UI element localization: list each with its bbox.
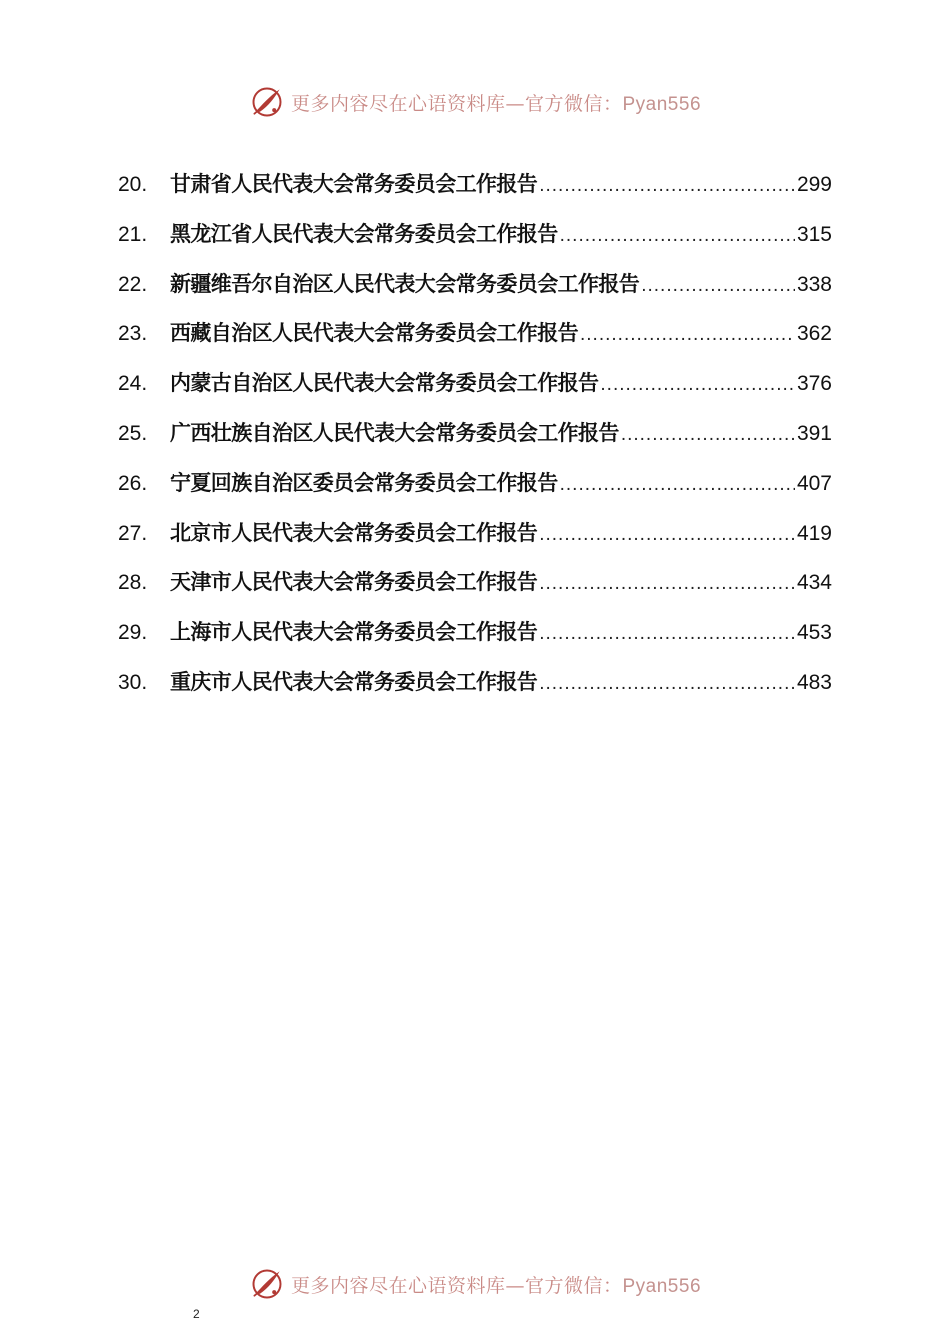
toc-entry-page-number: 434 bbox=[796, 571, 832, 595]
toc-entry-number: 25. bbox=[118, 421, 148, 445]
toc-dot-leader bbox=[560, 474, 795, 496]
toc-dot-leader bbox=[580, 324, 795, 346]
footer-banner bbox=[0, 1266, 950, 1302]
toc-dot-leader bbox=[539, 524, 795, 546]
toc-entry[interactable] bbox=[118, 268, 832, 318]
toc-entry-number: 20. bbox=[118, 173, 148, 196]
toc-entry-number: 24. bbox=[118, 372, 148, 396]
toc-entry-title: 内蒙古自治区人民代表大会常务委员会工作报告 bbox=[170, 370, 599, 396]
footer-banner-text: 更多内容尽在心语资料库—官方微信：Pyan556 bbox=[290, 1274, 702, 1297]
table-of-contents bbox=[118, 168, 832, 716]
toc-entry[interactable] bbox=[118, 218, 832, 268]
toc-entry-number: 29. bbox=[118, 621, 148, 645]
toc-entry[interactable] bbox=[118, 317, 832, 367]
toc-entry-title: 新疆维吾尔自治区人民代表大会常务委员会工作报告 bbox=[170, 270, 640, 296]
toc-entry-title: 黑龙江省人民代表大会常务委员会工作报告 bbox=[170, 220, 558, 246]
toc-entry-title: 宁夏回族自治区委员会常务委员会工作报告 bbox=[170, 469, 558, 495]
toc-dot-leader bbox=[641, 275, 795, 297]
toc-entry-number: 30. bbox=[118, 670, 148, 694]
toc-entry-page-number: 315 bbox=[796, 222, 832, 246]
toc-dot-leader bbox=[621, 424, 795, 446]
toc-entry[interactable] bbox=[118, 417, 832, 467]
toc-dot-leader bbox=[539, 673, 795, 695]
toc-entry-page-number: 376 bbox=[796, 372, 832, 396]
toc-entry-page-number: 338 bbox=[796, 272, 832, 296]
toc-entry[interactable] bbox=[118, 616, 832, 666]
toc-entry-page-number: 362 bbox=[796, 322, 832, 346]
toc-entry-number: 22. bbox=[118, 272, 148, 296]
toc-entry-page-number: 391 bbox=[796, 421, 832, 445]
toc-entry-page-number: 483 bbox=[796, 670, 832, 694]
toc-entry-title: 天津市人民代表大会常务委员会工作报告 bbox=[170, 569, 538, 595]
toc-dot-leader bbox=[600, 374, 795, 396]
toc-entry-page-number: 453 bbox=[796, 621, 832, 645]
toc-entry[interactable] bbox=[118, 367, 832, 417]
toc-entry-page-number: 407 bbox=[796, 471, 832, 495]
toc-entry[interactable] bbox=[118, 467, 832, 517]
toc-entry-page-number: 299 bbox=[796, 173, 832, 196]
toc-entry-number: 26. bbox=[118, 471, 148, 495]
toc-dot-leader bbox=[539, 175, 795, 197]
header-banner bbox=[0, 84, 950, 120]
toc-entry-title: 西藏自治区人民代表大会常务委员会工作报告 bbox=[170, 320, 578, 346]
toc-entry-title: 北京市人民代表大会常务委员会工作报告 bbox=[170, 519, 538, 545]
toc-dot-leader bbox=[539, 573, 795, 595]
toc-entry[interactable] bbox=[118, 168, 832, 218]
toc-entry-title: 上海市人民代表大会常务委员会工作报告 bbox=[170, 619, 538, 645]
toc-entry-title: 甘肃省人民代表大会常务委员会工作报告 bbox=[170, 171, 538, 196]
page-number: 2 bbox=[193, 1307, 200, 1321]
header-banner-text: 更多内容尽在心语资料库—官方微信：Pyan556 bbox=[290, 92, 702, 115]
toc-entry-page-number: 419 bbox=[796, 521, 832, 545]
toc-dot-leader bbox=[539, 623, 795, 645]
quill-pen-logo-icon bbox=[249, 1266, 285, 1302]
toc-entry-title: 广西壮族自治区人民代表大会常务委员会工作报告 bbox=[170, 419, 619, 445]
toc-entry-number: 27. bbox=[118, 521, 148, 545]
toc-entry-number: 21. bbox=[118, 222, 148, 246]
toc-entry-title: 重庆市人民代表大会常务委员会工作报告 bbox=[170, 668, 538, 694]
toc-dot-leader bbox=[560, 225, 795, 247]
toc-entry[interactable] bbox=[118, 666, 832, 716]
toc-entry[interactable] bbox=[118, 517, 832, 567]
quill-pen-logo-icon bbox=[249, 84, 285, 120]
toc-entry-number: 28. bbox=[118, 571, 148, 595]
toc-entry[interactable] bbox=[118, 566, 832, 616]
toc-entry-number: 23. bbox=[118, 322, 148, 346]
